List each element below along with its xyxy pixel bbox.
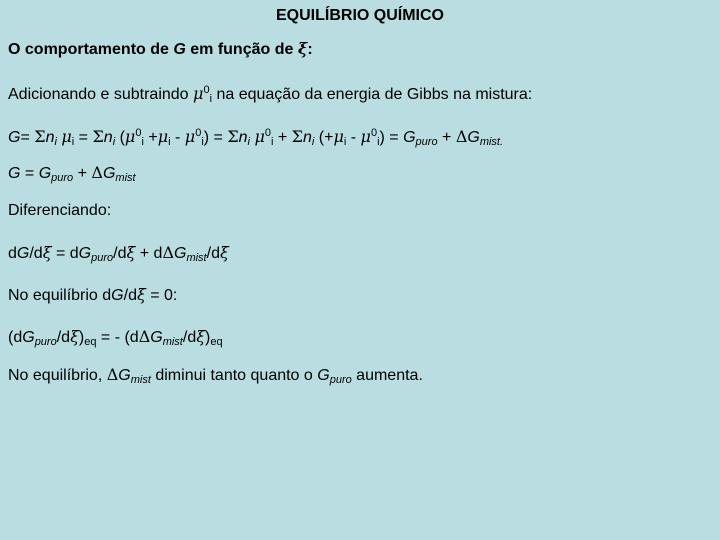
equation-derivative: $dG/d\xi = dG_{puro}/d\xi + d\Delta G_{mist}/d\xi$ <box>8 243 229 264</box>
equation-gibbs-mixture: $G= \Sigma n_i$ $\mu_i = \Sigma n_i$ $(\mu^0_i +\mu_i - \mu^0_i) = \Sigma n_i$ $\mu^0_i + \Sigma n_i$ $(+\mu_i - \mu^0_i) = G_{puro} + \Delta G_{mist.}$ <box>8 127 504 148</box>
equation-g-sum: $G = G_{puro} + \Delta G_{mist}$ <box>8 163 136 184</box>
line-behavior-g-xi: O comportamento de G em função de ξ: <box>8 39 313 58</box>
line-conclusion: No equilíbrio, $\Delta G_{mist}$ diminui tanto quanto o $G_{puro}$ aumenta. <box>8 365 423 386</box>
line-add-subtract: Adicionando e subtraindo $\mu^0_i$ na equação da energia de Gibbs na mistura: <box>8 84 533 105</box>
line-equilibrium-condition: No equilíbrio dG/dξ = 0: <box>8 285 178 304</box>
line-differentiating: Diferenciando: <box>8 202 112 219</box>
slide-title: EQUILÍBRIO QUÍMICO <box>276 7 444 24</box>
equation-equilibrium: $(dG_{puro}/d\xi)_{eq}$ = - $(d\Delta G_{mist}/d\xi)_{eq}$ <box>8 327 223 348</box>
